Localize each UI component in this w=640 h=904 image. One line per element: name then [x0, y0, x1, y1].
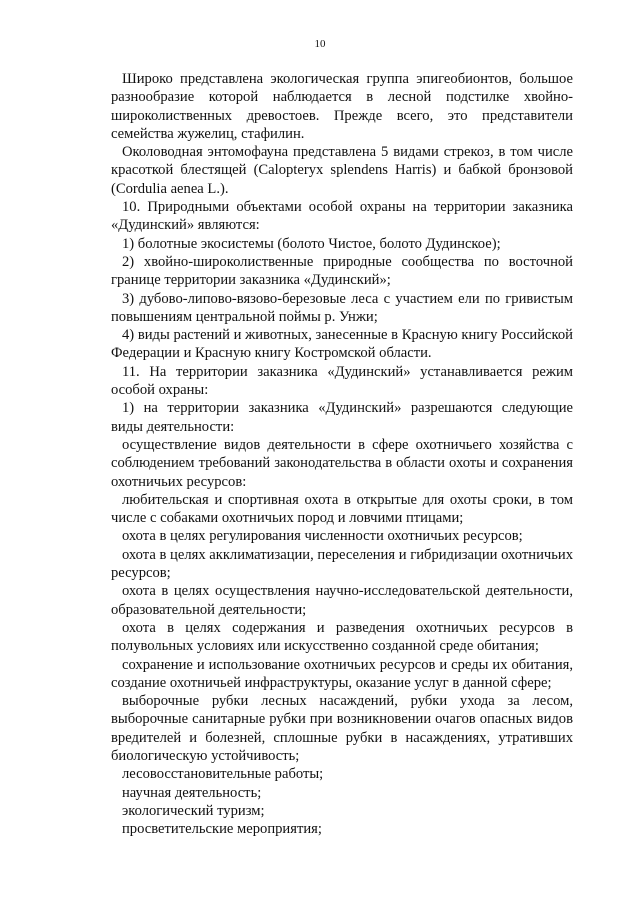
list-item: 2) хвойно-широколиственные природные сообщества по восточной границе территории заказника «Дудинский»; — [111, 253, 573, 289]
list-item: охота в целях содержания и разведения охотничьих ресурсов в полувольных условиях или искусственно созданной среде обитания; — [111, 619, 573, 655]
paragraph: 11. На территории заказника «Дудинский» устанавливается режим особой охраны: — [111, 363, 573, 399]
list-item: любительская и спортивная охота в открытые для охоты сроки, в том числе с собаками охотничьих пород и ловчими птицами; — [111, 491, 573, 527]
list-item: сохранение и использование охотничьих ресурсов и среды их обитания, создание охотничьей инфраструктуры, оказание услуг в данной сфере; — [111, 656, 573, 691]
document-body — [111, 70, 573, 838]
paragraph: Околоводная энтомофауна представлена 5 видами стрекоз, в том числе красоткой блестящей (Calopteryx splendens Harris) и бабкой бронзовой (Cordulia aenea L.). — [111, 144, 573, 197]
paragraph: Широко представлена экологическая группа эпигеобионтов, большое разнообразие которой наблюдается в лесной подстилке хвойно-широколиственных древостоев. Прежде всего, это представители семейства жужелиц, стафилин. — [111, 71, 573, 142]
page-number: 10 — [314, 38, 326, 50]
list-item: экологический туризм; — [122, 802, 265, 819]
list-item: 4) виды растений и животных, занесенные в Красную книгу Российской Федерации и Красную книгу Костромской области. — [111, 327, 573, 362]
list-item: 1) болотные экосистемы (болото Чистое, болото Дудинское); — [122, 235, 501, 252]
list-item: лесовосстановительные работы; — [122, 766, 324, 783]
list-item: просветительские мероприятия; — [122, 821, 322, 838]
list-item: 3) дубово-липово-вязово-березовые леса с участием ели по гривистым повышениям центральной поймы р. Унжи; — [111, 290, 573, 325]
list-item: охота в целях осуществления научно-исследовательской деятельности, образовательной деятельности; — [111, 583, 573, 618]
list-item: научная деятельность; — [122, 784, 262, 801]
paragraph: 10. Природными объектами особой охраны на территории заказника «Дудинский» являются: — [111, 199, 573, 234]
list-item: выборочные рубки лесных насаждений, рубки ухода за лесом, выборочные санитарные рубки при возникновении очагов опасных видов вредителей и болезней, сплошные рубки в насаждениях, утративших биологическую устойчивость; — [111, 693, 573, 764]
list-item: 1) на территории заказника «Дудинский» разрешаются следующие виды деятельности: — [111, 400, 573, 435]
list-item: осуществление видов деятельности в сфере охотничьего хозяйства с соблюдением требований законодательства в области охоты и сохранения охотничьих ресурсов: — [111, 436, 573, 490]
list-item: охота в целях акклиматизации, переселения и гибридизации охотничьих ресурсов; — [111, 546, 573, 582]
list-item: охота в целях регулирования численности охотничьих ресурсов; — [122, 528, 523, 545]
